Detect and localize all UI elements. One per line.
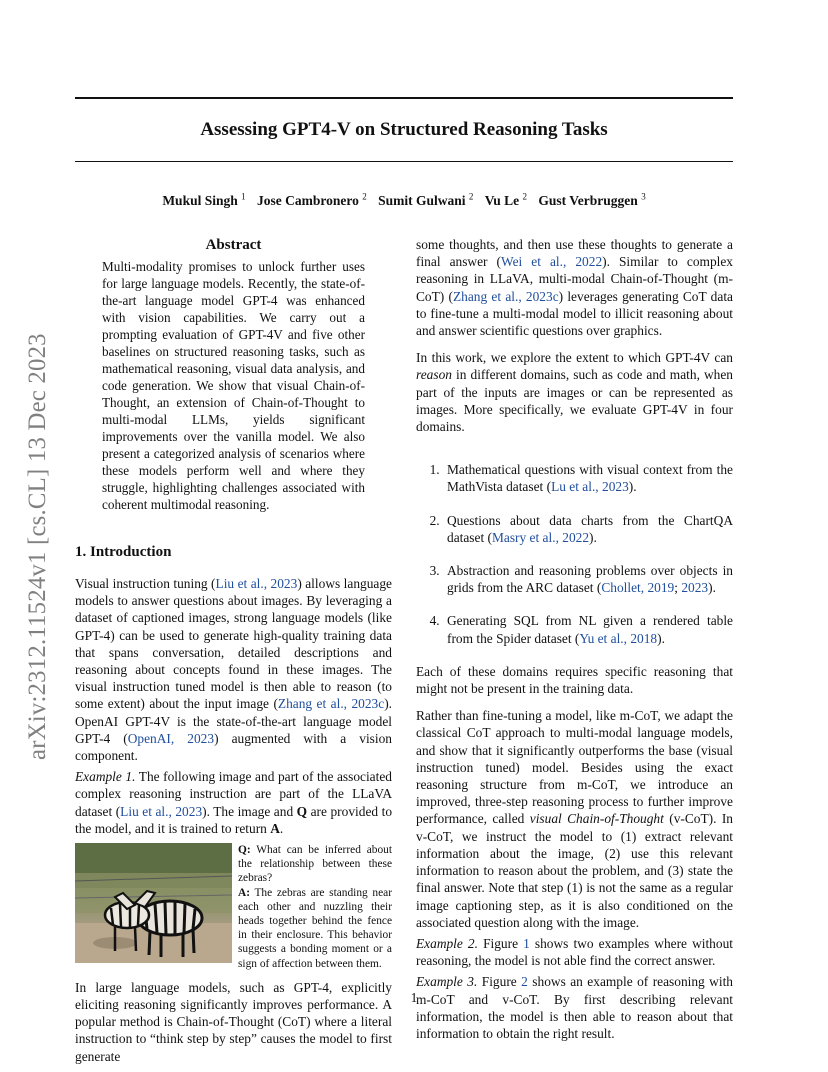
author: Jose Cambronero $^2$	[256, 191, 367, 208]
citation-link[interactable]: Lu et al., 2023	[551, 479, 629, 495]
citation-link[interactable]: Zhang et al., 2023c	[277, 696, 385, 712]
example-1: Example 1. The following image and part of the associated complex reasoning instruction are part of the LLaVA dataset (Liu et al., 2023). The image and Q are provided to the model, and it is trained to return A.	[75, 769, 393, 836]
citation-link[interactable]: Wei et al., 2022	[501, 254, 603, 270]
right-paragraph-4: Rather than fine-tuning a model, like m-CoT, we adapt the classical CoT approach to multi-modal language models, and show that it significantly outperforms the base (visual instruction tuned) model. Besides using the exact reasoning structure from m-CoT, we introduce an improved, three-step reasoning process to further improve performance, called visual Chain-of-Thought (v-CoT). In v-CoT, we instruct the model to (1) extract relevant information about the image, (2) use this relevant information to reason about the problem, and (3) state the final answer. Note that step (1) is not the same as a regular image captioning step, as it is also conditioned on the associated question along with the image.	[416, 708, 733, 930]
list-item: 3. Abstraction and reasoning problems over objects in grids from the ARC dataset (Chollet, 2019; 2023).	[443, 562, 733, 596]
citation-link[interactable]: Yu et al., 2018	[579, 630, 658, 646]
intro-paragraph-2: In large language models, such as GPT-4, explicitly eliciting reasoning significantly improves performance. A popular method is Chain-of-Thought (CoT) where a literal instruction to “think step by step” causes the model to first generate	[75, 979, 392, 1064]
right-paragraph-1: some thoughts, and then use these thoughts to generate a final answer (Wei et al., 2022). Similar to complex reasoning in LLaVA, multi-modal Chain-of-Thought (m-CoT) (Zhang et al., 2023c) leverages generating CoT data to fine-tune a multi-modal model to illicit reasoning about and answer scientific questions over graphics.	[416, 237, 733, 339]
author: Sumit Gulwani $^2$	[378, 191, 474, 208]
title-rule-top	[75, 97, 733, 99]
author-list	[75, 191, 733, 209]
example-2: Example 2. Figure 1 shows two examples where without reasoning, the model is not able find the correct answer.	[416, 935, 733, 969]
citation-link[interactable]: OpenAI, 2023	[127, 730, 215, 746]
example-qa	[238, 843, 392, 971]
author: Gust Verbruggen $^3$	[538, 191, 646, 208]
list-item: 1. Mathematical questions with visual context from the MathVista dataset (Lu et al., 2023).	[443, 461, 733, 495]
question: Q: What can be inferred about the relationship between these zebras?	[238, 844, 392, 885]
citation-link[interactable]: Chollet, 2019	[601, 580, 675, 596]
section-heading-introduction: 1. Introduction	[75, 544, 172, 560]
abstract-heading: Abstract	[205, 237, 262, 253]
paper-title: Assessing GPT4-V on Structured Reasoning Tasks	[200, 119, 608, 140]
answer: A: The zebras are standing near each other and nuzzling their heads together behind the fence in their enclosure. This behavior suggests a bonding moment or a sign of affection between them.	[238, 886, 392, 970]
citation-link[interactable]: Masry et al., 2022	[491, 529, 590, 545]
right-paragraph-3: Each of these domains requires specific reasoning that might not be present in the training data.	[416, 663, 733, 697]
citation-link[interactable]: 2023	[681, 580, 709, 596]
figure-ref-link[interactable]: 1	[523, 935, 530, 951]
zebra-photo	[75, 843, 232, 963]
list-item: 4. Generating SQL from NL given a rendered table from the Spider dataset (Yu et al., 2018).	[443, 612, 733, 646]
intro-paragraph-1: Visual instruction tuning (Liu et al., 2023) allows language models to answer questions about images. By leveraging a dataset of captioned images, strong language models (like GPT-4) can be used to generate high-quality training data that spans conversation, detailed descriptions and reasoning about concepts found in these images. The visual instruction tuned model is then able to reason (to some extent) about the input image (Zhang et al., 2023c). OpenAI GPT-4V is the state-of-the-art language model GPT-4 (OpenAI, 2023) augmented with a vision component.	[75, 576, 392, 764]
title-rule-bottom	[75, 161, 733, 162]
page-number: 1	[410, 990, 418, 1005]
domain-list	[416, 461, 733, 647]
right-column	[416, 236, 733, 1042]
citation-link[interactable]: Liu et al., 2023	[120, 803, 203, 819]
list-item: 2. Questions about data charts from the ChartQA dataset (Masry et al., 2022).	[443, 512, 733, 546]
citation-link[interactable]: Liu et al., 2023	[215, 576, 298, 591]
figure-ref-link[interactable]: 2	[521, 974, 528, 990]
citation-link[interactable]: Zhang et al., 2023c	[452, 288, 559, 304]
example-3: Example 3. Figure 2 shows an example of reasoning with m-CoT and v-CoT. By first describing relevant information, the model is then able to reason about that information to obtain the right result.	[416, 974, 733, 1041]
author: Mukul Singh $^1$	[162, 191, 246, 208]
arxiv-stamp: arXiv:2312.11524v1 [cs.CL] 13 Dec 2023	[24, 333, 51, 760]
abstract-text: Multi-modality promises to unlock further uses for large language models. Recently, the state-of-the-art language model GPT-4 was enhanced with vision capabilities. We carry out a prompting evaluation of GPT-4V and five other baselines on structured reasoning tasks, such as mathematical reasoning, visual data analysis, and code generation. We show that visual Chain-of-Thought, an extension of Chain-of-Thought to multi-modal LLMs, yields significant improvements over the vanilla model. We also present a categorized analysis of scenarios where these models perform well and where they struggle, highlighting challenges associated with coherent multimodal reasoning.	[102, 259, 365, 512]
right-paragraph-2: In this work, we explore the extent to which GPT-4V can reason in different domains, such as code and math, when part of the inputs are images or can be represented as images. More specifically, we evaluate GPT-4V in four domains.	[416, 350, 733, 435]
left-column	[75, 236, 392, 1065]
example-figure	[75, 843, 392, 971]
author: Vu Le $^2$	[484, 191, 528, 208]
